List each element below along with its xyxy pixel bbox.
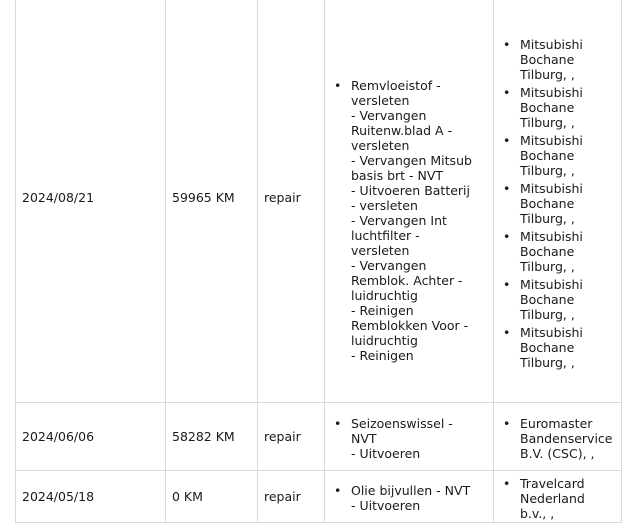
mileage: 0 KM — [166, 471, 258, 523]
dealer-list — [494, 403, 622, 471]
work-item: • Remvloeistof - versleten - Vervangen Ruitenw.blad A - versleten - Vervangen Mitsub basis brt - NVT - Uitvoeren Batterij - versleten - Vervangen Int luchtfilter - versleten - Vervangen Remblok. Achter - luidruchtig - Reinigen Remblokken Voor - luidruchtig - Reinigen — [331, 78, 487, 363]
dealer-item: • Euromaster Bandenservice B.V. (CSC), , — [500, 416, 615, 461]
work-performed — [325, 471, 494, 523]
dealer-item: • Travelcard Nederland b.v., , — [500, 476, 615, 521]
service-date: 2024/06/06 — [16, 403, 166, 471]
dealer-item: • Mitsubishi Bochane Tilburg, , — [500, 133, 615, 178]
work-performed — [325, 0, 494, 403]
table-row — [16, 471, 622, 523]
dealer-item: • Mitsubishi Bochane Tilburg, , — [500, 325, 615, 370]
service-type: repair — [258, 0, 325, 403]
service-date: 2024/05/18 — [16, 471, 166, 523]
work-performed — [325, 403, 494, 471]
service-history-table — [15, 0, 622, 523]
dealer-item: • Mitsubishi Bochane Tilburg, , — [500, 277, 615, 322]
table-row — [16, 0, 622, 403]
mileage: 58282 KM — [166, 403, 258, 471]
service-type: repair — [258, 471, 325, 523]
dealer-item: • Mitsubishi Bochane Tilburg, , — [500, 181, 615, 226]
dealer-item: • Mitsubishi Bochane Tilburg, , — [500, 85, 615, 130]
service-type: repair — [258, 403, 325, 471]
service-date: 2024/08/21 — [16, 0, 166, 403]
mileage: 59965 KM — [166, 0, 258, 403]
table-row — [16, 403, 622, 471]
dealer-list — [494, 0, 622, 403]
dealer-item: • Mitsubishi Bochane Tilburg, , — [500, 37, 615, 82]
work-item: • Seizoenswissel - NVT - Uitvoeren — [331, 416, 487, 461]
work-item: • Olie bijvullen - NVT - Uitvoeren — [331, 483, 487, 513]
dealer-item: • Mitsubishi Bochane Tilburg, , — [500, 229, 615, 274]
dealer-list — [494, 471, 622, 523]
